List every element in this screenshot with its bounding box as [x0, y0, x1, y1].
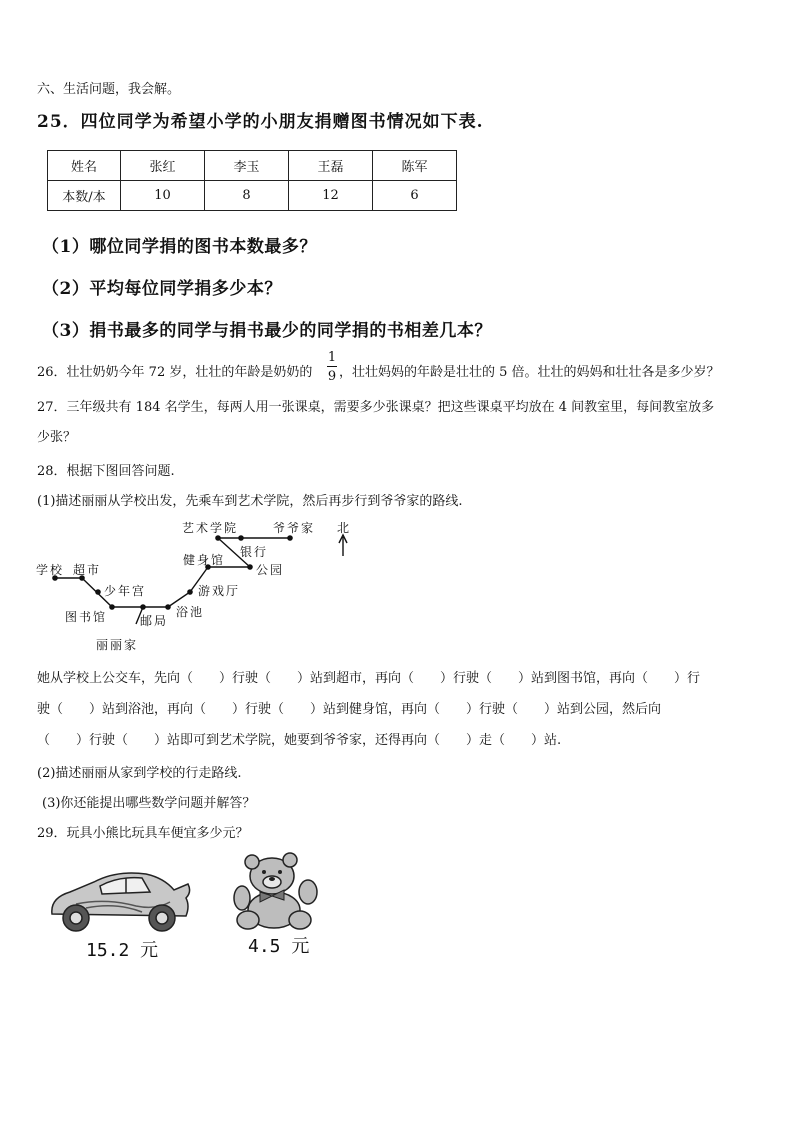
q29-title: 29．玩具小熊比玩具车便宜多少元？: [37, 826, 249, 841]
q26-text-part1: 26．壮壮奶奶今年 72 岁，壮壮的年龄是奶奶的: [37, 365, 313, 380]
toy-car-image: [46, 862, 194, 942]
table-cell: 张红: [121, 151, 205, 181]
table-cell: 10: [121, 181, 205, 211]
map-label-youth-palace: 少年宫: [104, 584, 147, 598]
map-label-grandpa-home: 爷爷家: [273, 521, 316, 535]
map-label-market: 超市: [73, 563, 102, 577]
map-label-post-office: 邮局: [140, 614, 169, 628]
table-cell: 8: [205, 181, 289, 211]
map-label-school: 学校: [36, 563, 65, 577]
section-title: 六、生活问题，我会解。: [37, 82, 181, 97]
q25-sub3: （3）捐书最多的同学与捐书最少的同学捐的书相差几本？: [42, 321, 492, 341]
fraction-numerator: 1: [327, 350, 337, 365]
q27-line2: 少张？: [37, 430, 77, 445]
q28-sub3: (3)你还能提出哪些数学问题并解答？: [42, 796, 256, 811]
q28-sub2: (2)描述丽丽从家到学校的行走路线.: [37, 766, 242, 781]
map-label-park: 公园: [256, 563, 285, 577]
map-label-bath: 浴池: [176, 605, 205, 619]
toy-bear-image: [228, 852, 320, 932]
map-label-lili-home: 丽丽家: [96, 638, 139, 652]
q27-line1: 27．三年级共有 184 名学生，每两人用一张课桌，需要多少张课桌？把这些课桌平均放在 4 间教室里，每间教室放多: [37, 400, 715, 415]
bear-price: 4.5 元: [248, 936, 310, 957]
q28-title: 28．根据下图回答问题.: [37, 464, 175, 479]
map-label-gym: 健身馆: [183, 553, 226, 567]
table-cell: 12: [289, 181, 373, 211]
table-cell: 王磊: [289, 151, 373, 181]
fraction-denominator: 9: [327, 369, 337, 384]
q28-sub1: (1)描述丽丽从学校出发，先乘车到艺术学院，然后再步行到爷爷家的路线.: [37, 494, 463, 509]
q25-sub2: （2）平均每位同学捐多少本？: [42, 279, 282, 299]
q25-title: 25．四位同学为希望小学的小朋友捐赠图书情况如下表.: [37, 112, 484, 132]
q28-fill-line1: 她从学校上公交车，先向（ ）行驶（ ）站到超市，再向（ ）行驶（ ）站到图书馆，再向（ ）行: [37, 671, 701, 686]
q26-text-part2: ，壮壮妈妈的年龄是壮壮的 5 倍。壮壮的妈妈和壮壮各是多少岁？: [339, 365, 720, 380]
table-cell: 本数/本: [48, 181, 121, 211]
map-label-north: 北: [337, 521, 352, 535]
table-cell: 姓名: [48, 151, 121, 181]
map-label-library: 图书馆: [65, 610, 108, 624]
car-price: 15.2 元: [86, 940, 159, 961]
q28-fill-line3: （ ）行驶（ ）站即可到艺术学院，她要到爷爷家，还得再向（ ）走（ ）站.: [37, 733, 562, 748]
table-cell: 6: [373, 181, 457, 211]
table-cell: 李玉: [205, 151, 289, 181]
table-cell: 陈军: [373, 151, 457, 181]
q28-fill-line2: 驶（ ）站到浴池，再向（ ）行驶（ ）站到健身馆，再向（ ）行驶（ ）站到公园，然后向: [37, 702, 662, 717]
map-label-art-school: 艺术学院: [182, 521, 239, 535]
q25-sub1: （1）哪位同学捐的图书本数最多？: [42, 237, 317, 257]
map-label-arcade: 游戏厅: [198, 584, 241, 598]
map-label-bank: 银行: [240, 545, 269, 559]
